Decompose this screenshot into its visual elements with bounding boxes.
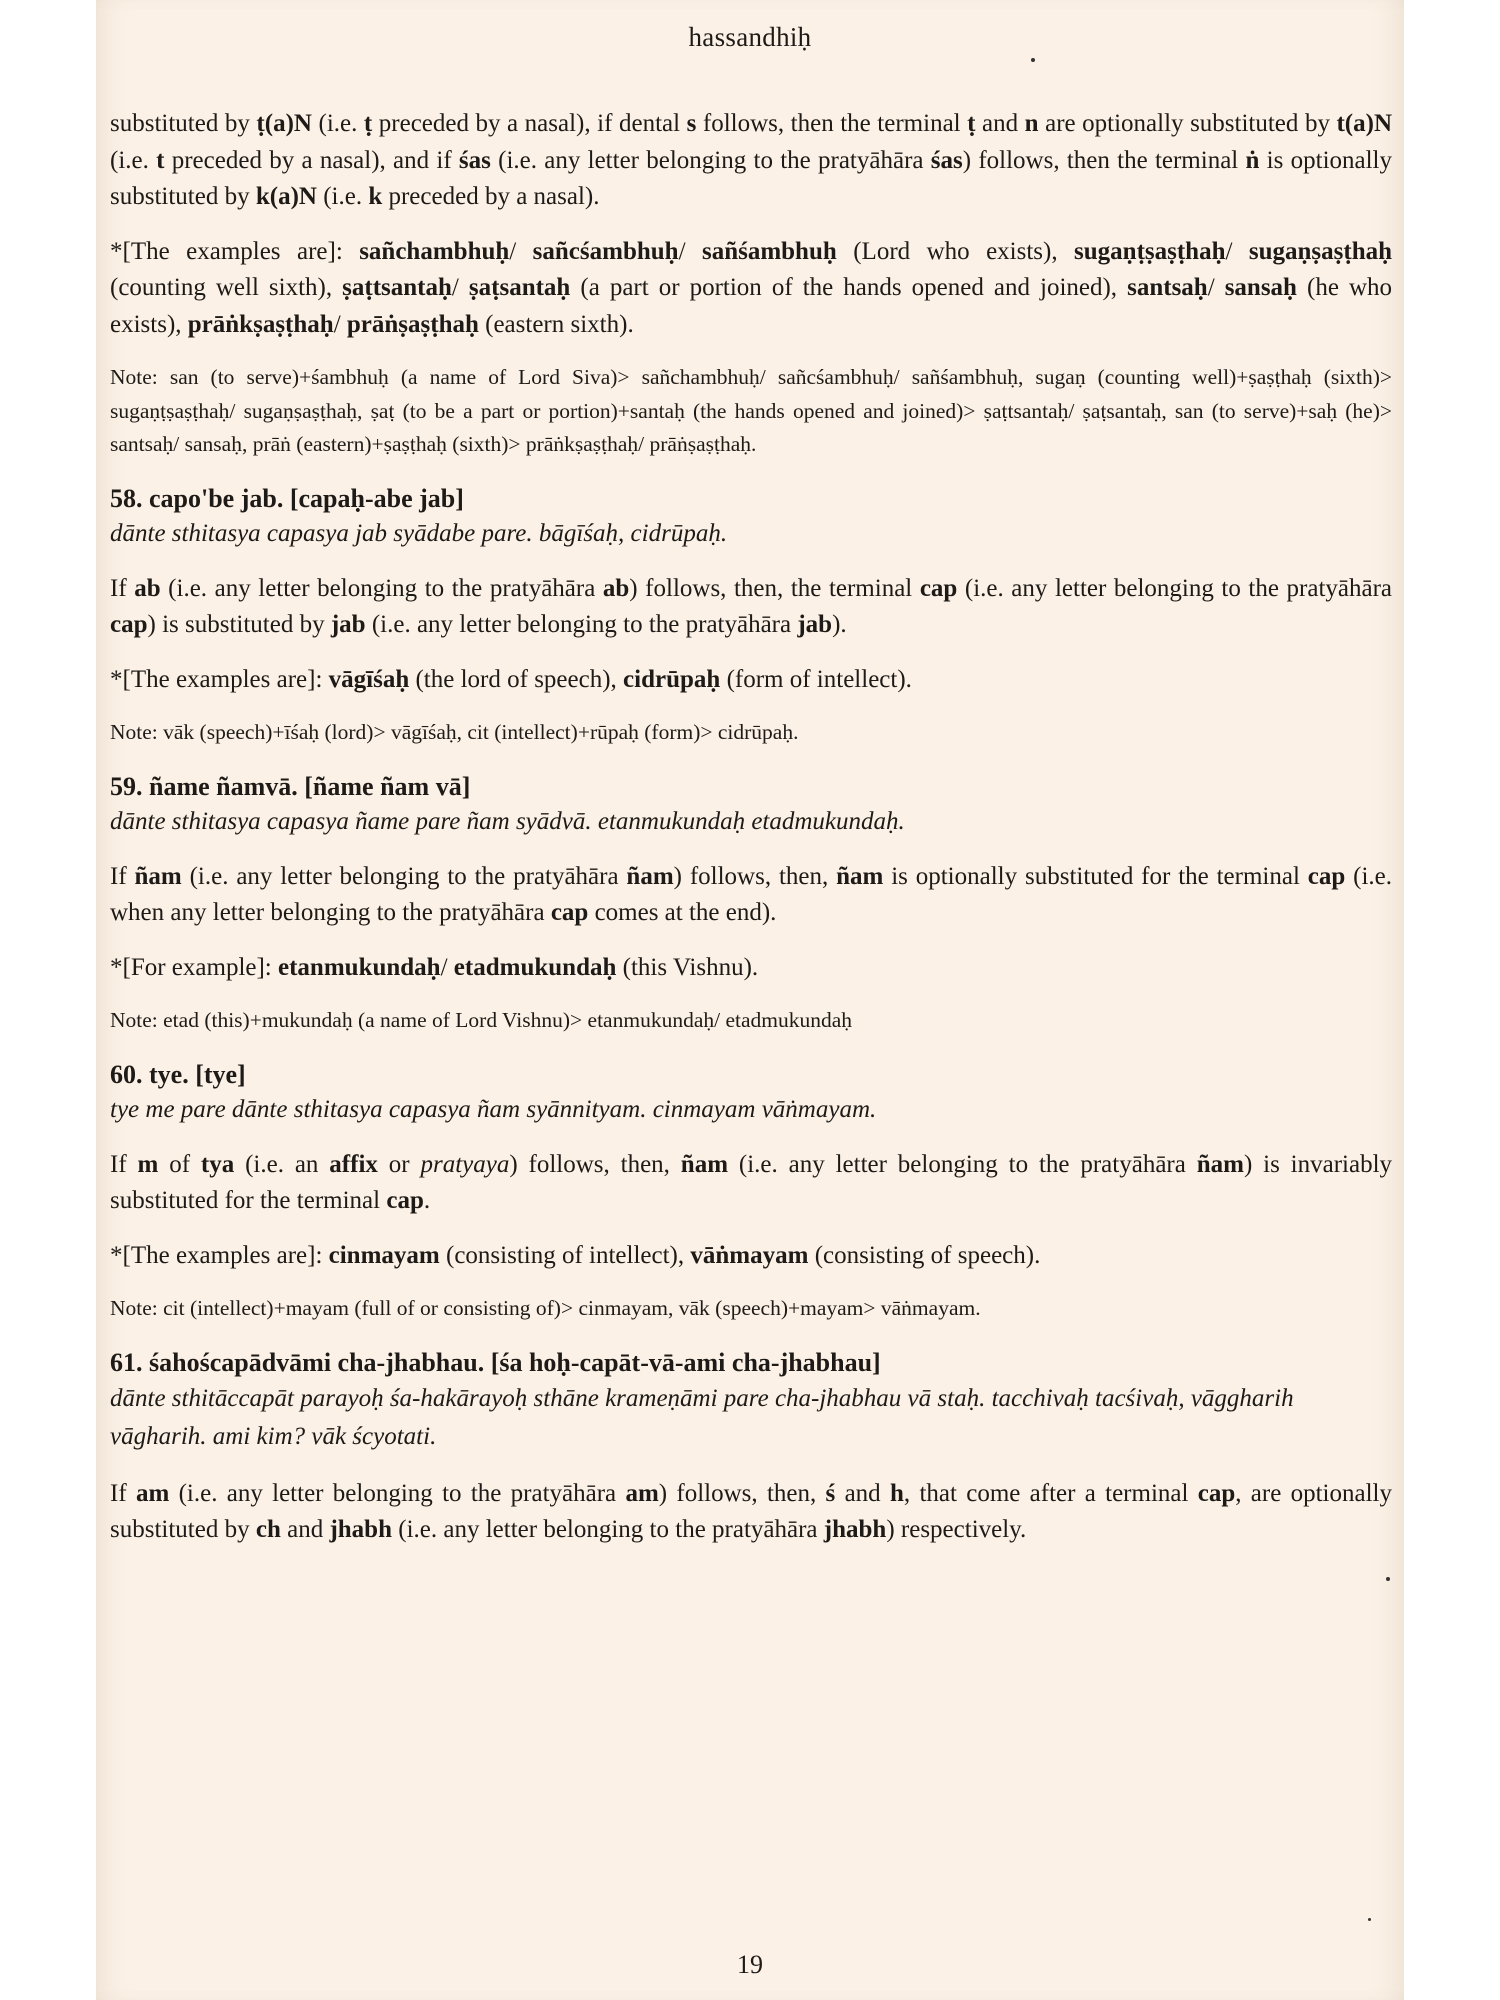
text-run: preceded by a nasal). xyxy=(382,183,600,210)
bold-term: ṭ xyxy=(363,110,373,137)
text-run: is optionally substituted by xyxy=(110,146,1392,210)
text-run: (i.e. any letter belonging to the pratyāhāra xyxy=(160,574,603,602)
text-run: If xyxy=(110,574,135,602)
text-run: (consisting of intellect), xyxy=(439,1241,691,1269)
text-run: ) follows, then, xyxy=(673,862,837,890)
text-run: Note: san (to serve)+śambhuḥ (a name of Lord Siva)> sañchambhuḥ/ sañcśambhuḥ/ sañśambhuḥ, sugaṇ (counting well)+ṣaṣṭhaḥ (sixth)> sugaṇṭṣaṣṭhaḥ/ sugaṇṣaṣṭhaḥ, ṣaṭ (to be a part or portion)+santaḥ (the hands opened and joined)> ṣaṭtsantaḥ/ ṣaṭsantaḥ, san (to serve)+saḥ (he)> santsaḥ/ sansaḥ, prāṅ (eastern)+ṣaṣṭhaḥ (sixth)> prāṅkṣaṣṭhaḥ/ prāṅṣaṣṭhaḥ. xyxy=(110,365,1392,456)
bold-term: etadmukundaḥ xyxy=(453,953,617,981)
text-run: If xyxy=(110,1150,138,1178)
bold-term: prāṅṣaṣṭhaḥ xyxy=(346,310,479,338)
bold-term: ñam xyxy=(134,862,182,890)
bold-term: ṭ(a)N xyxy=(256,110,312,137)
text-run: (i.e. any letter belonging to the pratyāhāra xyxy=(957,574,1393,602)
bold-term: ṣaṭtsantaḥ xyxy=(342,274,452,301)
explanation-59 xyxy=(110,859,1392,932)
text-run: ) is substituted by xyxy=(147,611,331,638)
bold-term: m xyxy=(137,1150,159,1178)
text-run: ) follows, then the terminal xyxy=(962,146,1246,174)
bold-term: santsaḥ xyxy=(1127,274,1208,301)
text-run: (i.e. when any letter belonging to the pratyāhāra xyxy=(110,862,1392,926)
bold-term: ṣaṭsantaḥ xyxy=(468,274,571,301)
text-run: are optionally substituted by xyxy=(1038,110,1337,137)
text-run: Note: vāk (speech)+īśaḥ (lord)> vāgīśaḥ, cit (intellect)+rūpaḥ (form)> cidrūpaḥ. xyxy=(110,720,799,744)
bold-term: tya xyxy=(200,1150,235,1178)
note-57 xyxy=(110,361,1392,462)
sutra-60-text xyxy=(110,1092,1392,1127)
text-run: / xyxy=(678,237,702,265)
note-58 xyxy=(110,716,1392,750)
bold-term: vāgīśaḥ xyxy=(328,665,410,693)
text-run: (he who exists), xyxy=(110,274,1392,338)
bold-term: ch xyxy=(255,1516,281,1543)
text-run: / xyxy=(1225,237,1249,265)
note-60 xyxy=(110,1292,1392,1326)
bold-term: ñam xyxy=(680,1150,729,1178)
text-run: and xyxy=(835,1479,890,1507)
bold-term: cidrūpaḥ xyxy=(623,665,721,693)
bold-term: ñam xyxy=(626,862,674,890)
text-run: If xyxy=(110,1479,136,1507)
text-run: or xyxy=(377,1150,421,1178)
text-run: comes at the end). xyxy=(588,899,777,926)
text-run: *[The examples are]: xyxy=(110,1241,329,1269)
sutra-59-text xyxy=(110,804,1392,839)
text-run: / xyxy=(440,953,454,981)
bold-term: t(a)N xyxy=(1336,110,1393,137)
text-run: *[The examples are]: xyxy=(110,237,360,265)
text-run: (i.e. any letter belonging to the pratyāhāra xyxy=(169,1479,626,1507)
bold-term: ṭ xyxy=(967,110,976,137)
text-run: (i.e. xyxy=(311,110,364,137)
bold-term: k(a)N xyxy=(255,183,317,210)
text-run: 60. tye. [tye] xyxy=(110,1059,246,1089)
text-run: ) follows, then, xyxy=(509,1150,681,1178)
examples-58 xyxy=(110,662,1392,699)
text-run: 59. ñame ñamvā. [ñame ñam vā] xyxy=(110,771,471,801)
bold-term: etanmukundaḥ xyxy=(278,953,441,981)
text-run: (i.e. any letter belonging to the pratyāhāra xyxy=(365,611,798,638)
bold-term: sugaṇṣaṣṭhaḥ xyxy=(1248,237,1393,265)
book-page xyxy=(96,0,1404,2000)
explanation-60 xyxy=(110,1147,1392,1220)
text-run: is optionally substituted for the terminal xyxy=(883,862,1308,890)
text-run: (consisting of speech). xyxy=(808,1241,1041,1269)
text-run: , are optionally substituted by xyxy=(110,1479,1392,1543)
text-run: *[The examples are]: xyxy=(110,665,329,693)
bold-term: prāṅkṣaṣṭhaḥ xyxy=(187,310,334,338)
text-run: / xyxy=(509,237,533,265)
text-run: ). xyxy=(832,611,847,638)
text-run: (i.e. any letter belonging to the pratyāhāra xyxy=(181,862,627,890)
sutra-61-title xyxy=(110,1346,1392,1380)
bold-term: n xyxy=(1024,110,1039,137)
running-header: hassandhiḥ xyxy=(688,22,812,52)
bold-term: am xyxy=(135,1479,170,1507)
bold-term: ñam xyxy=(836,862,884,890)
bold-term: cap xyxy=(110,611,148,638)
bold-term: cap xyxy=(1197,1479,1236,1507)
bold-term: ṅ xyxy=(1245,146,1260,174)
text-run: and xyxy=(280,1516,330,1543)
sutra-60-title xyxy=(110,1058,1392,1092)
text-run: (counting well sixth), xyxy=(110,274,343,301)
text-run: (a part or portion of the hands opened and joined), xyxy=(570,274,1128,301)
bold-term: śas xyxy=(458,146,491,174)
text-run: / xyxy=(451,274,469,301)
text-run: (i.e. an xyxy=(234,1150,330,1178)
page-number: 19 xyxy=(737,1950,763,1979)
page-content xyxy=(110,106,1392,1567)
text-run: of xyxy=(158,1150,201,1178)
text-run: (i.e. any letter belonging to the pratyāhāra xyxy=(490,146,931,174)
text-run: Note: cit (intellect)+mayam (full of or consisting of)> cinmayam, vāk (speech)+mayam> vāṅmayam. xyxy=(110,1296,981,1320)
text-run: (Lord who exists), xyxy=(836,237,1075,265)
text-run: dānte sthitāccapāt parayoḥ śa-hakārayoḥ sthāne krameṇāmi pare cha-jhabhau vā staḥ. tacchivaḥ tacśivaḥ, vāggharih vāgharih. ami kim? vāk ścyotati. xyxy=(110,1384,1294,1450)
text-run: preceded by a nasal), if dental xyxy=(372,110,687,137)
explanation-61 xyxy=(110,1476,1392,1549)
bold-term: cap xyxy=(1307,862,1346,890)
text-run: tye me pare dānte sthitasya capasya ñam syānnityam. cinmayam vāṅmayam. xyxy=(110,1095,877,1123)
text-run: 61. śahoścapādvāmi cha-jhabhau. [śa hoḥ-capāt-vā-ami cha-jhabhau] xyxy=(110,1347,881,1377)
text-run: (i.e. xyxy=(316,183,369,210)
speck-mark xyxy=(1368,1918,1371,1921)
sutra-61-text xyxy=(110,1380,1392,1456)
text-run: (the lord of speech), xyxy=(409,665,624,693)
text-run: (i.e. any letter belonging to the pratyāhāra xyxy=(392,1516,824,1543)
text-run: (i.e. any letter belonging to the pratyāhāra xyxy=(728,1150,1197,1178)
text-run: Note: etad (this)+mukundaḥ (a name of Lord Vishnu)> etanmukundaḥ/ etadmukundaḥ xyxy=(110,1008,853,1032)
text-run: / xyxy=(1207,274,1225,301)
text-run: 58. capo'be jab. [capaḥ-abe jab] xyxy=(110,483,464,513)
text-run: ) respectively. xyxy=(886,1516,1027,1543)
examples-59 xyxy=(110,950,1392,987)
bold-term: affix xyxy=(329,1150,378,1178)
bold-term: cap xyxy=(550,899,589,926)
speck-mark xyxy=(1386,1577,1390,1581)
bold-term: k xyxy=(368,183,383,210)
bold-term: jab xyxy=(330,611,366,638)
text-run: (eastern sixth). xyxy=(478,310,634,338)
text-run: . xyxy=(423,1187,431,1214)
sutra-58-title xyxy=(110,482,1392,516)
intro-continuation xyxy=(110,106,1392,216)
bold-term: cap xyxy=(386,1187,424,1214)
bold-term: t xyxy=(156,146,165,174)
bold-term: jab xyxy=(797,611,833,638)
bold-term: vāṅmayam xyxy=(690,1241,809,1269)
bold-term: h xyxy=(889,1479,904,1507)
text-run: If xyxy=(110,862,135,890)
bold-term: cap xyxy=(919,574,958,602)
examples-57 xyxy=(110,234,1392,344)
text-run: dānte sthitasya capasya jab syādabe pare. bāgīśaḥ, cidrūpaḥ. xyxy=(110,519,728,547)
text-run: , that come after a terminal xyxy=(903,1479,1198,1507)
sutra-58-text xyxy=(110,516,1392,551)
text-run: ) is invariably substituted for the terminal xyxy=(110,1150,1393,1214)
bold-term: sañchambhuḥ xyxy=(359,237,510,265)
bold-term: cinmayam xyxy=(328,1241,440,1269)
bold-term: śas xyxy=(930,146,963,174)
bold-term: am xyxy=(625,1479,659,1507)
text-run: *[For example]: xyxy=(110,953,279,981)
sutra-59-title xyxy=(110,770,1392,804)
bold-term: ś xyxy=(825,1479,836,1507)
speck-mark xyxy=(1031,58,1035,62)
bold-term: s xyxy=(686,110,697,137)
note-59 xyxy=(110,1004,1392,1038)
text-run: dānte sthitasya capasya ñame pare ñam syādvā. etanmukundaḥ etadmukundaḥ. xyxy=(110,807,905,835)
text-run: and xyxy=(975,110,1025,137)
text-run: (this Vishnu). xyxy=(616,953,759,981)
text-run: ) follows, then, xyxy=(658,1479,826,1507)
bold-term: jhabh xyxy=(823,1516,887,1543)
bold-term: sansaḥ xyxy=(1224,274,1297,301)
text-run: / xyxy=(333,310,347,338)
bold-term: sugaṇṭṣaṣṭhaḥ xyxy=(1074,237,1226,265)
bold-term: sañśambhuḥ xyxy=(701,237,837,265)
text-run: (i.e. xyxy=(110,146,157,174)
text-run: ) follows, then, the terminal xyxy=(629,574,920,602)
text-run: (form of intellect). xyxy=(720,665,912,693)
bold-term: ab xyxy=(602,574,630,602)
bold-term: sañcśambhuḥ xyxy=(532,237,679,265)
text-run: preceded by a nasal), and if xyxy=(164,146,459,174)
explanation-58 xyxy=(110,571,1392,644)
bold-term: ñam xyxy=(1196,1150,1244,1178)
examples-60 xyxy=(110,1238,1392,1275)
italic-term: pratyaya xyxy=(420,1150,510,1178)
bold-term: jhabh xyxy=(329,1516,392,1543)
bold-term: ab xyxy=(134,574,161,602)
text-run: substituted by xyxy=(110,110,257,137)
text-run: follows, then the terminal xyxy=(696,110,968,137)
